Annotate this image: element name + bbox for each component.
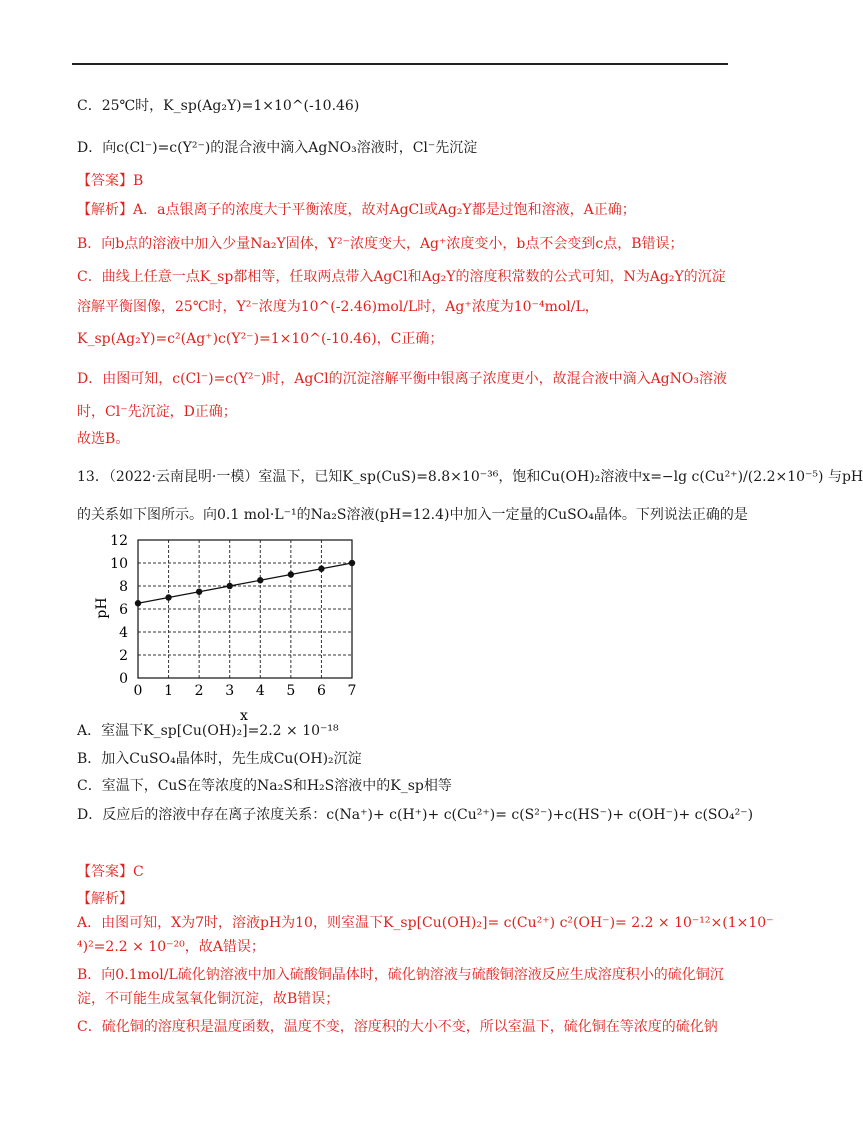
prev-analysis-line: B．向b点的溶液中加入少量Na₂Y固体，Y²⁻浓度变大，Ag⁺浓度变小，b点不会变到c点，B错误； — [77, 236, 684, 252]
data-point — [288, 571, 294, 577]
data-point — [257, 577, 263, 583]
y-tick-label: 0 — [119, 671, 128, 687]
q13-analysis-line: A．由图可知，X为7时，溶液pH为10，则室温下K_sp[Cu(OH)₂]= c(Cu²⁺) c²(OH⁻)= 2.2 × 10⁻¹²×(1×10⁻ — [77, 915, 774, 931]
prev-analysis-line: 故选B。 — [77, 431, 130, 447]
prev-analysis-line: 溶解平衡图像，25℃时，Y²⁻浓度为10^(-2.46)mol/L时，Ag⁺浓度为10⁻⁴mol/L， — [77, 299, 599, 315]
prev-analysis-line: D．由图可知，c(Cl⁻)=c(Y²⁻)时，AgCl的沉淀溶解平衡中银离子浓度更小，故混合液中滴入AgNO₃溶液 — [77, 371, 727, 387]
q13-analysis-line: ⁴)²=2.2 × 10⁻²⁰，故A错误； — [77, 939, 265, 955]
data-point — [196, 589, 202, 595]
chart-xlabel: x — [240, 708, 248, 724]
prev-option-d: D．向c(Cl⁻)=c(Y²⁻)的混合液中滴入AgNO₃溶液时，Cl⁻先沉淀 — [77, 140, 478, 156]
q13-option-d: D．反应后的溶液中存在离子浓度关系：c(Na⁺)+ c(H⁺)+ c(Cu²⁺)= c(S²⁻)+c(HS⁻)+ c(OH⁻)+ c(SO₄²⁻) — [77, 807, 754, 823]
x-tick-label: 0 — [133, 683, 143, 699]
q13-option-b: B．加入CuSO₄晶体时，先生成Cu(OH)₂沉淀 — [77, 751, 362, 767]
header-rule — [72, 63, 728, 65]
q13-option-a: A．室温下K_sp[Cu(OH)₂]=2.2 × 10⁻¹⁸ — [77, 723, 339, 739]
y-tick-label: 2 — [119, 648, 128, 664]
x-tick-label: 7 — [347, 683, 357, 699]
x-tick-label: 2 — [194, 683, 204, 699]
x-tick-label: 5 — [286, 683, 296, 699]
q13-analysis-line: 淀，不可能生成氢氧化铜沉淀，故B错误； — [77, 991, 340, 1007]
q13-analysis-line: C．硫化铜的溶度积是温度函数，温度不变，溶度积的大小不变，所以室温下，硫化铜在等浓度的硫化钠 — [77, 1019, 718, 1035]
x-tick-label: 6 — [316, 683, 326, 699]
prev-analysis-line: 【解析】A．a点银离子的浓度大于平衡浓度，故对AgCl或Ag₂Y都是过饱和溶液，A正确； — [77, 202, 636, 218]
y-tick-label: 4 — [119, 625, 128, 641]
q13-stem-line2: 的关系如下图所示。向0.1 mol·L⁻¹的Na₂S溶液(pH=12.4)中加入一定量的CuSO₄晶体。下列说法正确的是 — [77, 507, 748, 523]
q13-stem-line1: 13．（2022·云南昆明·一模）室温下，已知K_sp(CuS)=8.8×10⁻³⁶，饱和Cu(OH)₂溶液中x=−lg c(Cu²⁺)/(2.2×10⁻⁵) 与pH — [77, 469, 863, 485]
x-tick-label: 4 — [255, 683, 265, 699]
y-tick-label: 8 — [119, 579, 128, 595]
prev-analysis-line: K_sp(Ag₂Y)=c²(Ag⁺)c(Y²⁻)=1×10^(-10.46)，C正确； — [77, 331, 444, 347]
data-point — [349, 560, 355, 566]
prev-option-c: C．25℃时，K_sp(Ag₂Y)=1×10^(-10.46) — [77, 98, 360, 114]
data-point — [165, 594, 171, 600]
data-point — [135, 600, 141, 606]
chart-grid — [138, 540, 352, 678]
chart-tick-labels — [110, 533, 356, 699]
x-tick-label: 1 — [164, 683, 174, 699]
q13-option-c: C．室温下，CuS在等浓度的Na₂S和H₂S溶液中的K_sp相等 — [77, 778, 452, 794]
x-tick-label: 3 — [225, 683, 235, 699]
q13-analysis-title: 【解析】 — [77, 891, 133, 907]
chart-ylabel: pH — [94, 597, 110, 619]
prev-analysis-line: C．曲线上任意一点K_sp都相等，任取两点带入AgCl和Ag₂Y的溶度积常数的公式可知，N为Ag₂Y的沉淀 — [77, 269, 726, 285]
data-point — [318, 566, 324, 572]
q13-analysis-line: B．向0.1mol/L硫化钠溶液中加入硫酸铜晶体时，硫化钠溶液与硫酸铜溶液反应生成溶度积小的硫化铜沉 — [77, 967, 724, 983]
chart-series — [135, 560, 355, 607]
ph-vs-x-chart — [94, 528, 370, 724]
y-tick-label: 10 — [110, 556, 128, 572]
prev-analysis-line: 时，Cl⁻先沉淀，D正确； — [77, 404, 237, 420]
data-point — [227, 583, 233, 589]
y-tick-label: 6 — [119, 602, 128, 618]
q13-answer: 【答案】C — [77, 864, 144, 880]
y-tick-label: 12 — [110, 533, 128, 549]
prev-answer: 【答案】B — [77, 173, 144, 189]
